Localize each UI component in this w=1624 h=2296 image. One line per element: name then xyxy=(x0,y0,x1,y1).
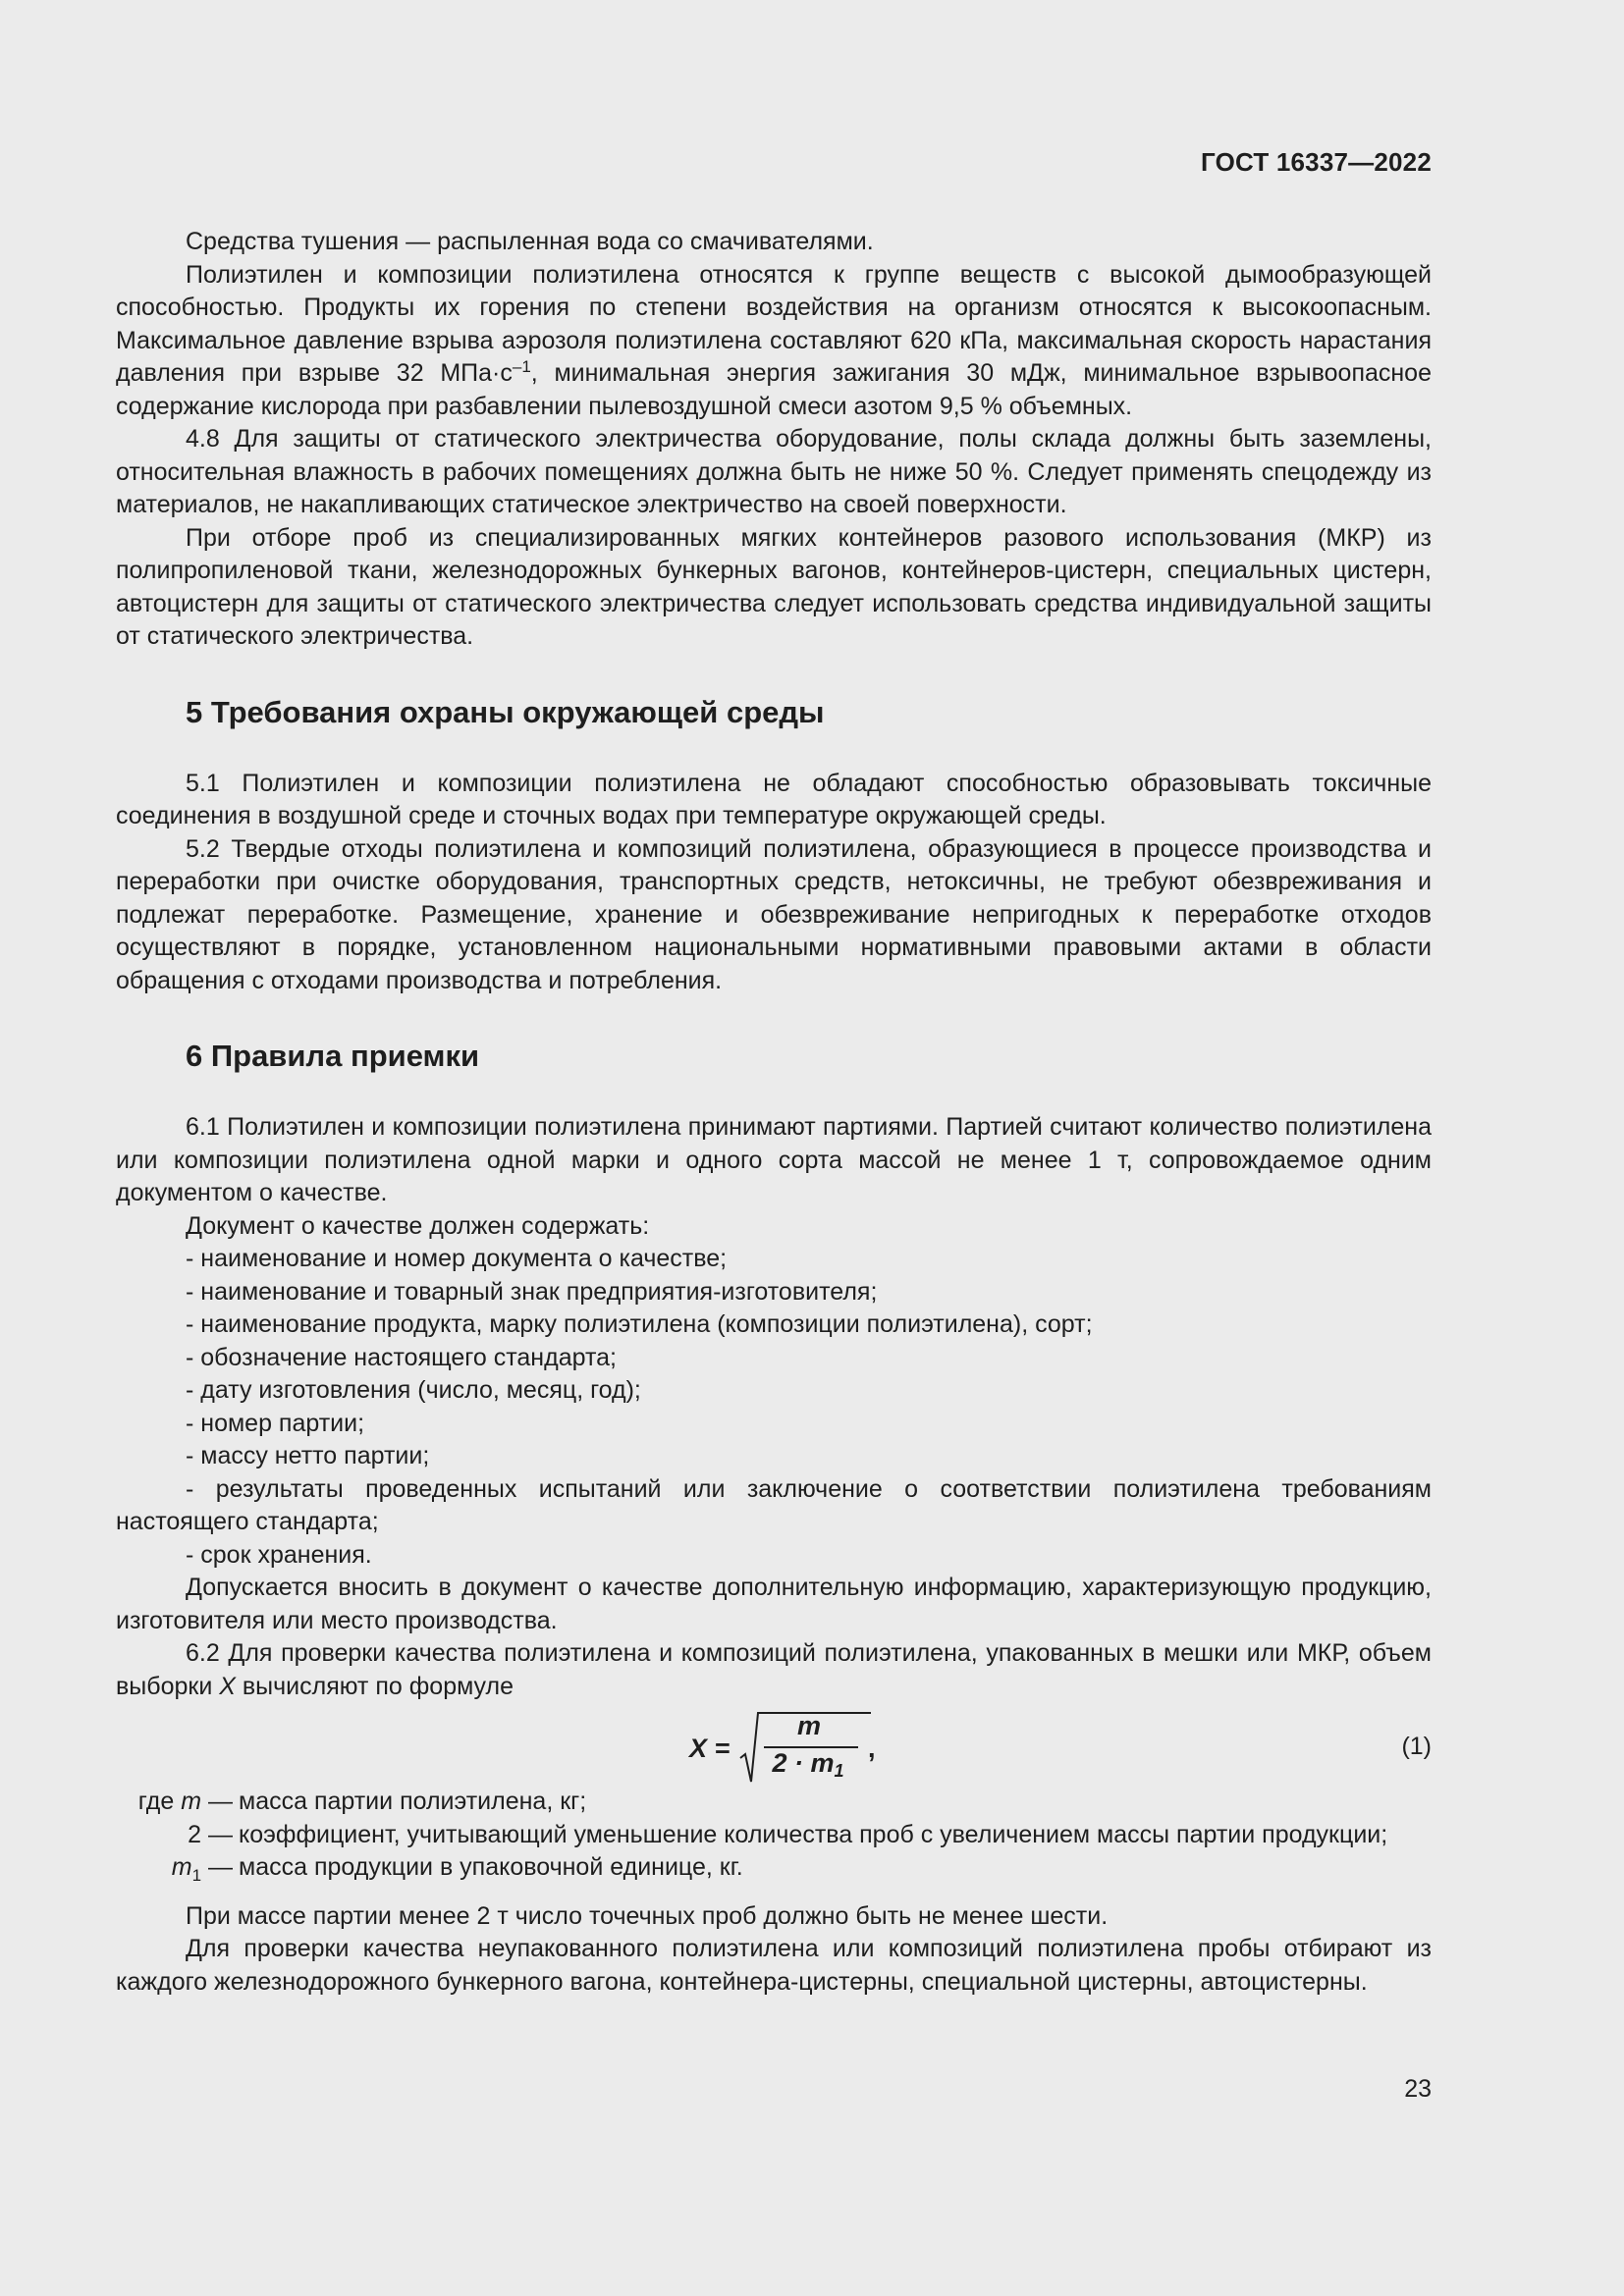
formula-block xyxy=(116,1703,1432,1786)
formula-numerator: m xyxy=(796,1711,821,1740)
formula-number: (1) xyxy=(1401,1733,1432,1760)
paragraph-document-contents: Документ о качестве должен содержать: xyxy=(186,1211,650,1240)
paragraph-5-2: 5.2 Твердые отходы полиэтилена и композиций полиэтилена, образующиеся в процессе производства и переработки при очистке оборудования, транспортных средств, нетоксичны, не требуют обезвреживания и подлежат переработке. Размещение, хранение и обезвреживание непригодных к переработке отходов осуществляют в порядке, установленном национальными нормативными правовыми актами в области обращения с отходами производства и потребления. xyxy=(116,834,1432,994)
superscript-exponent: –1 xyxy=(512,357,531,376)
legend-definition: масса партии полиэтилена, кг; xyxy=(239,1788,587,1815)
document-page xyxy=(116,0,1432,2296)
list-item: - наименование и номер документа о качестве; xyxy=(186,1245,728,1272)
list-item: - срок хранения. xyxy=(186,1540,372,1569)
paragraph-6-1: 6.1 Полиэтилен и композиции полиэтилена принимают партиями. Партией считают количество полиэтилена или композиции полиэтилена одной марки и одного сорта массой не менее 1 т, сопровождаемое одним документом о качестве. xyxy=(116,1113,1432,1206)
paragraph-5-1: 5.1 Полиэтилен и композиции полиэтилена не обладают способностью образовывать токсичные соединения в воздушной среде и сточных водах при температуре окружающей среды. xyxy=(116,769,1432,829)
legend-definition: масса продукции в упаковочной единице, кг. xyxy=(239,1853,743,1881)
legend-symbol: 2 — xyxy=(188,1820,233,1848)
section-5-title: 5 Требования охраны окружающей среды xyxy=(186,694,825,729)
legend-symbol: где m — xyxy=(137,1788,233,1815)
formula-lhs: X = xyxy=(689,1734,731,1763)
document-header: ГОСТ 16337—2022 xyxy=(1201,147,1432,177)
paragraph-6-2: 6.2 Для проверки качества полиэтилена и композиций полиэтилена, упакованных в мешки или МКР, объем выборки X вычисляют по формуле xyxy=(116,1639,1432,1700)
paragraph-4-8: 4.8 Для защиты от статического электричества оборудование, полы склада должны быть заземлены, относительная влажность в рабочих помещениях должна быть не ниже 50 %. Следует применять спецодежду из материалов, не накапливающих статическое электричество на своей поверхности. xyxy=(116,425,1432,518)
document-body xyxy=(116,226,1432,1999)
paragraph-sampling-protection: При отборе проб из специализированных мягких контейнеров разового использования (МКР) из полипропиленовой ткани, железнодорожных бункерных вагонов, контейнеров-цистерн, специальных цистерн, автоцистерн для защиты от статического электричества следует использовать средства индивидуальной защиты от статического электричества. xyxy=(116,523,1432,650)
list-item: - обозначение настоящего стандарта; xyxy=(186,1343,617,1371)
formula-legend xyxy=(116,1786,1432,1893)
formula-denominator: $2 \cdot m_1$ xyxy=(772,1748,844,1781)
legend-symbol: $m_1$ — xyxy=(171,1853,233,1885)
list-item: - результаты проведенных испытаний или заключение о соответствии полиэтилена требованиям настоящего стандарта; xyxy=(116,1474,1432,1535)
variable-x: X xyxy=(219,1672,236,1700)
paragraph-point-samples: При массе партии менее 2 т число точечных проб должно быть не менее шести. xyxy=(186,1901,1109,1930)
paragraph-unpacked-sampling: Для проверки качества неупакованного полиэтилена или композиций полиэтилена пробы отбирают из каждого железнодорожного бункерного вагона, контейнера-цистерны, специальной цистерны, автоцистерны. xyxy=(116,1935,1432,1996)
list-item: - наименование продукта, марку полиэтилена (композиции полиэтилена), сорт; xyxy=(186,1310,1093,1338)
paragraph-smoke-properties: Полиэтилен и композиции полиэтилена относятся к группе веществ с высокой дымообразующей способностью. Продукты их горения по степени воздействия на организм относятся к высокоопасным. Максимальное давление взрыва аэрозоля полиэтилена составляют 620 кПа, максимальная скорость нарастания давления при взрыве 32 $МПа\cdot с^{-1}$, минимальная энергия зажигания 30 мДж, минимальное взрывоопасное содержание кислорода при разбавлении пылевоздушной смеси азотом 9,5 % объемных. xyxy=(116,260,1432,420)
legend-definition: коэффициент, учитывающий уменьшение количества проб с увеличением массы партии продукции; xyxy=(239,1820,1388,1848)
paragraph-additional-info: Допускается вносить в документ о качестве дополнительную информацию, характеризующую продукцию, изготовителя или место производства. xyxy=(116,1574,1432,1634)
list-item: - дату изготовления (число, месяц, год); xyxy=(186,1376,641,1404)
page-number: 23 xyxy=(1404,2075,1432,2103)
list-item: - массу нетто партии; xyxy=(186,1442,430,1469)
list-item: - наименование и товарный знак предприятия-изготовителя; xyxy=(186,1277,878,1306)
list-item: - номер партии; xyxy=(186,1409,365,1437)
section-6-title: 6 Правила приемки xyxy=(186,1039,480,1073)
formula-comma: , xyxy=(868,1734,876,1763)
paragraph-extinguishing: Средства тушения — распыленная вода со смачивателями. xyxy=(186,228,874,255)
